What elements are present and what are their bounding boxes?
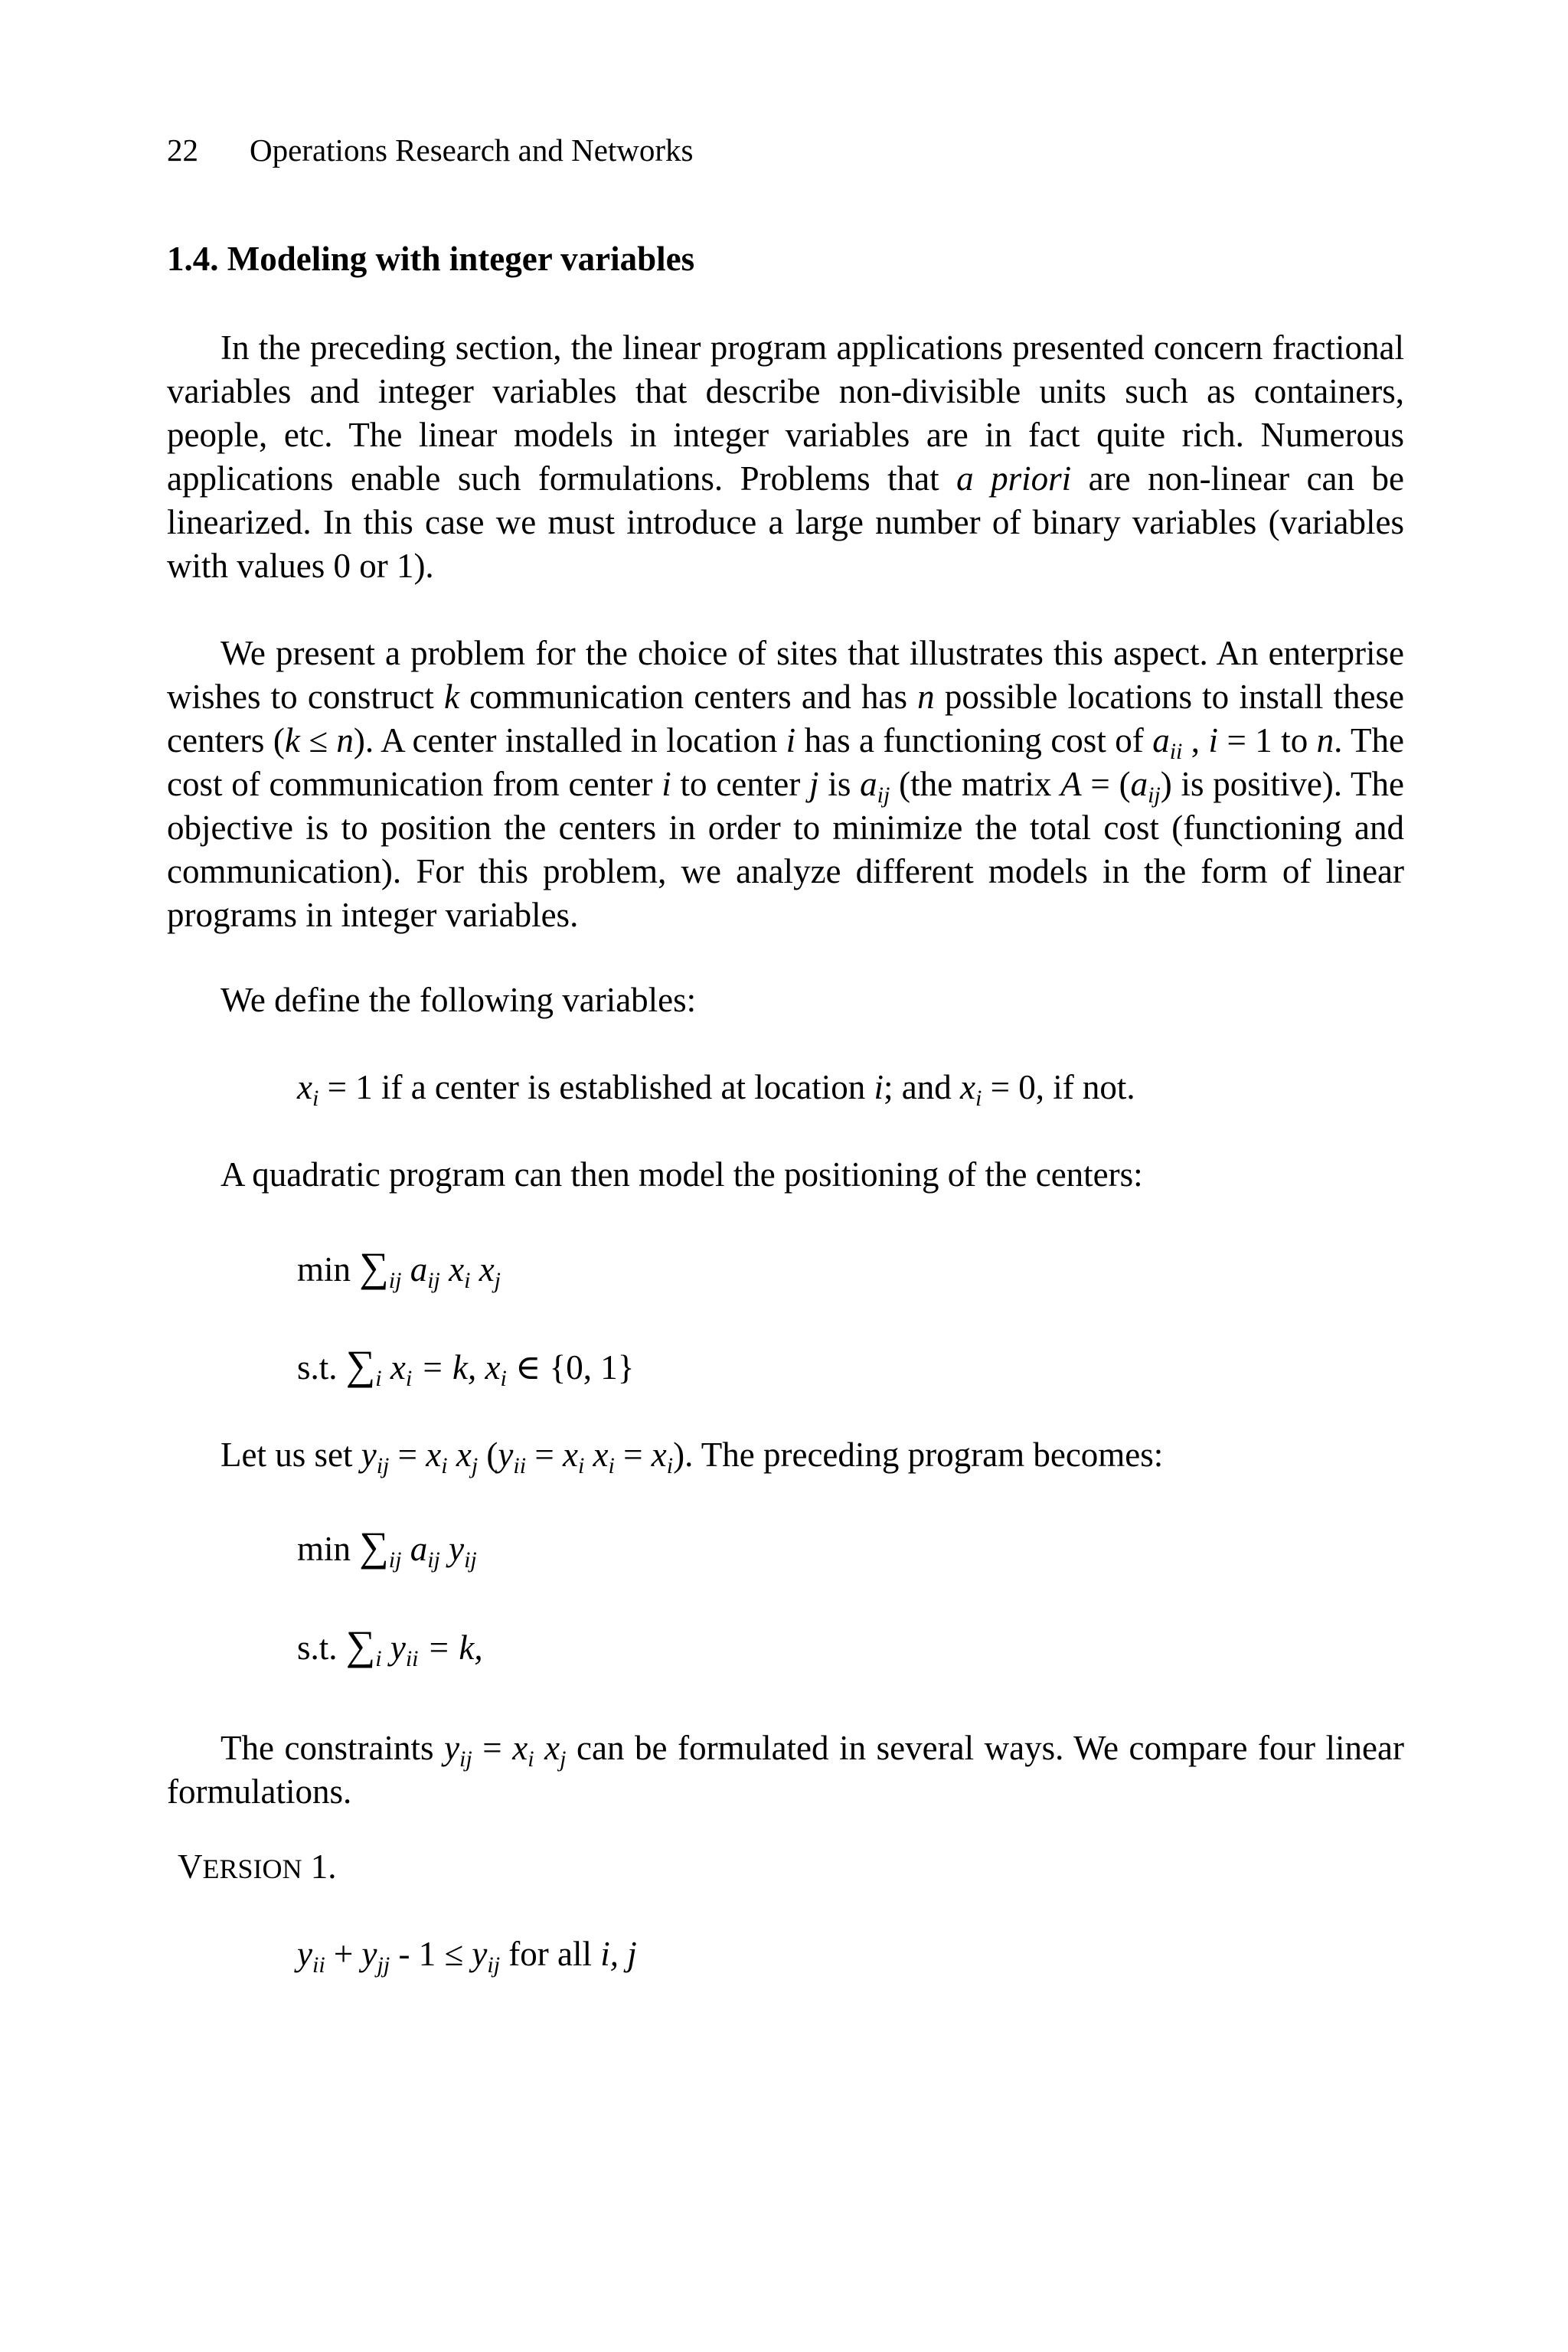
- running-title: Operations Research and Networks: [250, 132, 694, 168]
- equation-variable-definition: $x_i = 1$ if a center is established at location i; and $x_i = 0$, if not.: [297, 1068, 1135, 1111]
- running-header: [167, 132, 694, 168]
- paragraph-substitution: Let us set $y_{ij} = x_i$ $x_j$ ($y_{ii} = x_i$ $x_i = x_i$). The preceding program becomes:: [220, 1436, 1164, 1478]
- equation-linear-constraint: s.t. $\sum_i$ $y_{ii} = k$,: [297, 1622, 483, 1671]
- paragraph-quadratic: A quadratic program can then model the positioning of the centers:: [220, 1155, 1143, 1194]
- equation-version1: $y_{ii} + y_{jj} - 1 \le y_{ij}$ for all i, j: [297, 1935, 637, 1978]
- version-heading: VERSION 1.: [178, 1847, 337, 1886]
- page-number: 22: [167, 132, 198, 168]
- equation-quadratic-constraint: s.t. $\sum_i$ $x_i = k$, $x_i$ ∈ {0, 1}: [297, 1342, 635, 1391]
- paragraph-constraints: The constraints $y_{ij} = x_i$ $x_j$ can be formulated in several ways. We compare four linear formulations.: [167, 1729, 1404, 1811]
- paragraph-problem: We present a problem for the choice of sites that illustrates this aspect. An enterprise wishes to construct k communication centers and has n possible locations to install these centers (k ≤ n). A center installed in location i has a functioning cost of $a_{ii}$ , i = 1 to n. The cost of communication from center i to center j is $a_{ij}$ (the matrix $A = (a_{ij})$ is positive). The objective is to position the centers in order to minimize the total cost (functioning and communication). For this problem, we analyze different models in the form of linear programs in integer variables.: [167, 634, 1404, 934]
- equation-quadratic-objective: $\min \sum_{ij}$ $a_{ij}$ $x_i$ $x_j$: [297, 1244, 501, 1293]
- section-heading: 1.4. Modeling with integer variables: [167, 240, 695, 278]
- equation-linear-objective: $\min \sum_{ij}$ $a_{ij}$ $y_{ij}$: [297, 1524, 477, 1573]
- paragraph-define: We define the following variables:: [220, 981, 697, 1019]
- paragraph-intro: In the preceding section, the linear program applications presented concern fractional variables and integer variables that describe non-divisible units such as containers, people, etc. The linear models in integer variables are in fact quite rich. Numerous applications enable such formulations. Problems that a priori are non-linear can be linearized. In this case we must introduce a large number of binary variables (variables with values 0 or 1).: [167, 328, 1404, 585]
